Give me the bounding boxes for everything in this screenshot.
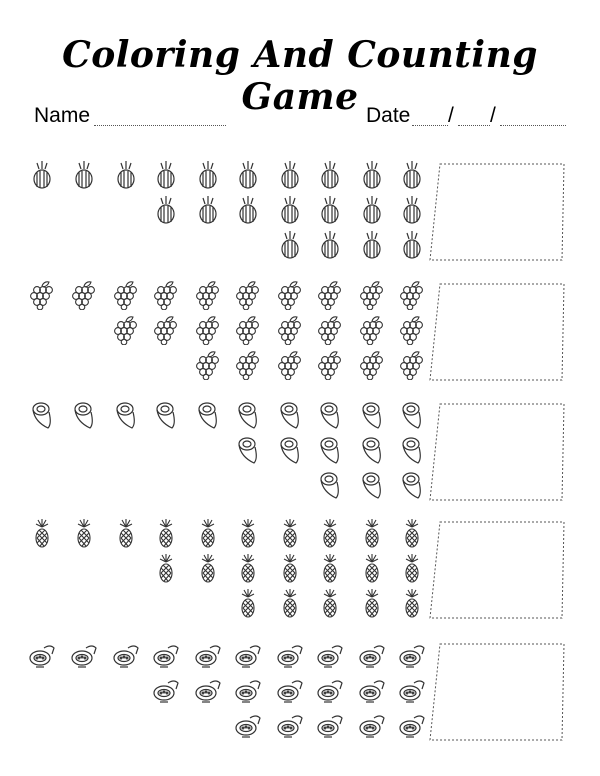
- grapes-icon[interactable]: [194, 280, 222, 310]
- answer-box[interactable]: [428, 162, 568, 262]
- sliced-fruit-icon[interactable]: [112, 400, 140, 430]
- papaya-icon[interactable]: [194, 640, 222, 670]
- pineapple-icon[interactable]: [152, 518, 180, 548]
- pineapple-top-icon[interactable]: [316, 230, 344, 260]
- date-separator: /: [490, 104, 496, 127]
- papaya-icon[interactable]: [358, 640, 386, 670]
- papaya-icon[interactable]: [276, 675, 304, 705]
- grapes-icon[interactable]: [234, 315, 262, 345]
- grapes-icon[interactable]: [194, 315, 222, 345]
- grapes-icon[interactable]: [276, 280, 304, 310]
- grapes-icon[interactable]: [70, 280, 98, 310]
- papaya-icon[interactable]: [152, 675, 180, 705]
- answer-box[interactable]: [428, 642, 568, 742]
- date-label: Date: [366, 104, 411, 127]
- papaya-icon[interactable]: [358, 675, 386, 705]
- grapes-icon[interactable]: [194, 350, 222, 380]
- pineapple-icon[interactable]: [316, 588, 344, 618]
- date-separator: /: [448, 104, 454, 127]
- pineapple-top-icon[interactable]: [70, 160, 98, 190]
- pineapple-top-icon[interactable]: [316, 160, 344, 190]
- grapes-icon[interactable]: [152, 315, 180, 345]
- pineapple-icon[interactable]: [234, 553, 262, 583]
- pineapple-icon[interactable]: [194, 553, 222, 583]
- sliced-fruit-icon[interactable]: [276, 400, 304, 430]
- pineapple-top-icon[interactable]: [276, 195, 304, 225]
- grapes-icon[interactable]: [316, 280, 344, 310]
- sliced-fruit-icon[interactable]: [316, 470, 344, 500]
- pineapple-top-icon[interactable]: [152, 160, 180, 190]
- answer-box[interactable]: [428, 520, 568, 620]
- pineapple-icon[interactable]: [276, 588, 304, 618]
- pineapple-icon[interactable]: [276, 518, 304, 548]
- pineapple-icon[interactable]: [358, 588, 386, 618]
- pineapple-top-icon[interactable]: [398, 195, 426, 225]
- pineapple-icon[interactable]: [234, 588, 262, 618]
- sliced-fruit-icon[interactable]: [316, 400, 344, 430]
- papaya-icon[interactable]: [358, 710, 386, 740]
- pineapple-top-icon[interactable]: [398, 230, 426, 260]
- grapes-icon[interactable]: [28, 280, 56, 310]
- name-label: Name: [34, 104, 91, 127]
- pineapple-top-icon[interactable]: [358, 195, 386, 225]
- pineapple-icon[interactable]: [398, 553, 426, 583]
- grapes-icon[interactable]: [398, 350, 426, 380]
- grapes-icon[interactable]: [112, 315, 140, 345]
- pineapple-top-icon[interactable]: [152, 195, 180, 225]
- sliced-fruit-icon[interactable]: [316, 435, 344, 465]
- grapes-icon[interactable]: [316, 350, 344, 380]
- pineapple-top-icon[interactable]: [276, 230, 304, 260]
- sliced-fruit-icon[interactable]: [234, 400, 262, 430]
- pineapple-top-icon[interactable]: [358, 160, 386, 190]
- sliced-fruit-icon[interactable]: [358, 400, 386, 430]
- grapes-icon[interactable]: [358, 350, 386, 380]
- papaya-icon[interactable]: [112, 640, 140, 670]
- grapes-icon[interactable]: [398, 315, 426, 345]
- answer-box[interactable]: [428, 402, 568, 502]
- papaya-icon[interactable]: [234, 710, 262, 740]
- pineapple-top-icon[interactable]: [194, 160, 222, 190]
- grapes-icon[interactable]: [358, 315, 386, 345]
- pineapple-top-icon[interactable]: [398, 160, 426, 190]
- pineapple-top-icon[interactable]: [358, 230, 386, 260]
- grapes-icon[interactable]: [152, 280, 180, 310]
- papaya-icon[interactable]: [234, 640, 262, 670]
- papaya-icon[interactable]: [398, 675, 426, 705]
- papaya-icon[interactable]: [70, 640, 98, 670]
- grapes-icon[interactable]: [234, 350, 262, 380]
- pineapple-icon[interactable]: [358, 553, 386, 583]
- papaya-icon[interactable]: [194, 675, 222, 705]
- papaya-icon[interactable]: [152, 640, 180, 670]
- papaya-icon[interactable]: [234, 675, 262, 705]
- pineapple-icon[interactable]: [398, 588, 426, 618]
- papaya-icon[interactable]: [276, 710, 304, 740]
- grapes-icon[interactable]: [358, 280, 386, 310]
- sliced-fruit-icon[interactable]: [194, 400, 222, 430]
- papaya-icon[interactable]: [276, 640, 304, 670]
- grapes-icon[interactable]: [316, 315, 344, 345]
- grapes-icon[interactable]: [276, 350, 304, 380]
- pineapple-top-icon[interactable]: [28, 160, 56, 190]
- sliced-fruit-icon[interactable]: [152, 400, 180, 430]
- sliced-fruit-icon[interactable]: [398, 470, 426, 500]
- pineapple-icon[interactable]: [398, 518, 426, 548]
- papaya-icon[interactable]: [316, 675, 344, 705]
- papaya-icon[interactable]: [398, 710, 426, 740]
- sliced-fruit-icon[interactable]: [398, 435, 426, 465]
- sliced-fruit-icon[interactable]: [358, 435, 386, 465]
- pineapple-icon[interactable]: [234, 518, 262, 548]
- pineapple-icon[interactable]: [316, 518, 344, 548]
- pineapple-icon[interactable]: [358, 518, 386, 548]
- sliced-fruit-icon[interactable]: [28, 400, 56, 430]
- sliced-fruit-icon[interactable]: [398, 400, 426, 430]
- pineapple-icon[interactable]: [70, 518, 98, 548]
- answer-box[interactable]: [428, 282, 568, 382]
- pineapple-top-icon[interactable]: [316, 195, 344, 225]
- page-title: Coloring And Counting Game: [62, 34, 538, 118]
- pineapple-icon[interactable]: [152, 553, 180, 583]
- pineapple-top-icon[interactable]: [234, 195, 262, 225]
- pineapple-icon[interactable]: [112, 518, 140, 548]
- grapes-icon[interactable]: [234, 280, 262, 310]
- pineapple-icon[interactable]: [276, 553, 304, 583]
- grapes-icon[interactable]: [112, 280, 140, 310]
- sliced-fruit-icon[interactable]: [276, 435, 304, 465]
- sliced-fruit-icon[interactable]: [358, 470, 386, 500]
- pineapple-icon[interactable]: [316, 553, 344, 583]
- grapes-icon[interactable]: [398, 280, 426, 310]
- pineapple-top-icon[interactable]: [112, 160, 140, 190]
- pineapple-icon[interactable]: [194, 518, 222, 548]
- papaya-icon[interactable]: [398, 640, 426, 670]
- pineapple-icon[interactable]: [28, 518, 56, 548]
- sliced-fruit-icon[interactable]: [234, 435, 262, 465]
- pineapple-top-icon[interactable]: [276, 160, 304, 190]
- sliced-fruit-icon[interactable]: [70, 400, 98, 430]
- pineapple-top-icon[interactable]: [234, 160, 262, 190]
- pineapple-top-icon[interactable]: [194, 195, 222, 225]
- grapes-icon[interactable]: [276, 315, 304, 345]
- papaya-icon[interactable]: [28, 640, 56, 670]
- papaya-icon[interactable]: [316, 710, 344, 740]
- papaya-icon[interactable]: [316, 640, 344, 670]
